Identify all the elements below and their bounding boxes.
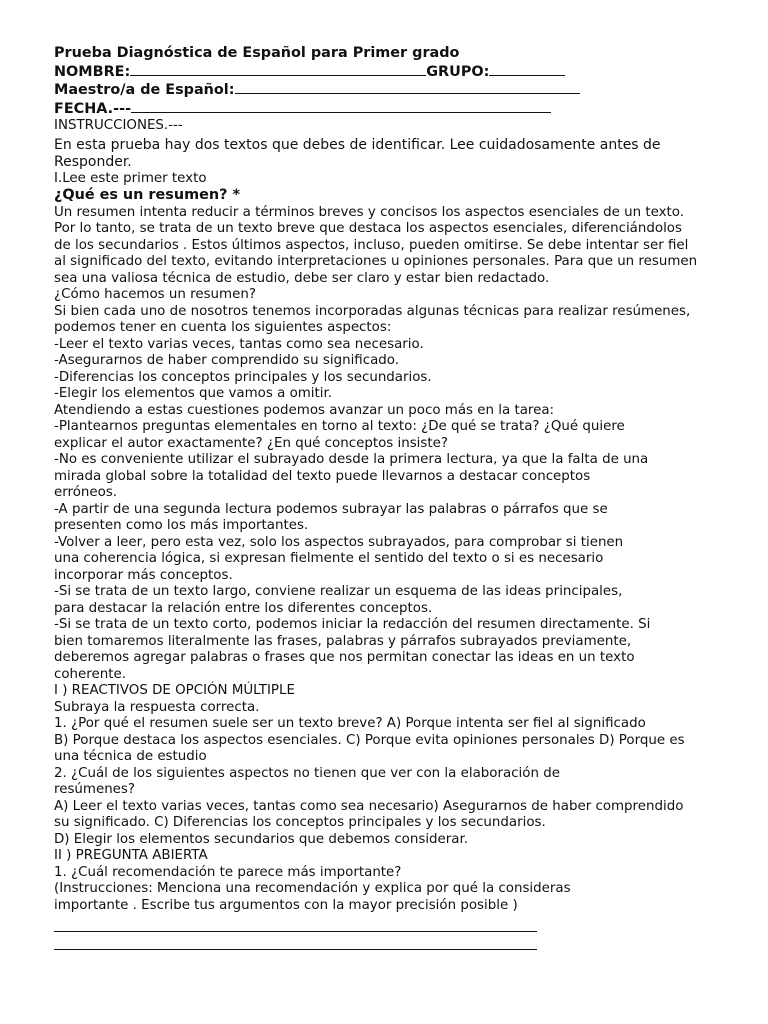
nombre-field[interactable] bbox=[130, 63, 426, 76]
fecha-field[interactable] bbox=[131, 100, 551, 113]
answer-lines bbox=[54, 914, 722, 950]
text-line: podemos tener en cuenta los siguientes aspectos: bbox=[54, 320, 392, 336]
text-line: -Leer el texto varias veces, tantas como sea necesario. bbox=[54, 336, 424, 352]
text-line: erróneos. bbox=[54, 485, 118, 501]
question-line: importante . Escribe tus argumentos con la mayor precisión posible ) bbox=[54, 897, 518, 913]
question-line: su significado. C) Diferencias los conceptos principales y los secundarios. bbox=[54, 815, 546, 831]
text-line: Subraya la respuesta correcta. bbox=[54, 699, 260, 715]
text-line: -No es conveniente utilizar el subrayado desde la primera lectura, ya que la falta de una bbox=[54, 452, 649, 468]
question-line: resúmenes? bbox=[54, 782, 136, 798]
question-line: 1. ¿Cuál recomendación te parece más importante? bbox=[54, 864, 402, 880]
instructions-line: Responder. bbox=[54, 153, 132, 170]
text-line: Si bien cada uno de nosotros tenemos incorporadas algunas técnicas para realizar resúmenes, bbox=[54, 303, 691, 319]
text-line: bien tomaremos literalmente las frases, palabras y párrafos subrayados previamente, bbox=[54, 633, 632, 649]
instructions-line: En esta prueba hay dos textos que debes de identificar. Lee cuidadosamente antes de bbox=[54, 136, 661, 153]
text-line: al significado del texto, evitando interpretaciones u opiniones personales. Para que un resumen bbox=[54, 254, 698, 270]
text-line: Atendiendo a estas cuestiones podemos avanzar un poco más en la tarea: bbox=[54, 402, 555, 418]
text-line: presenten como los más importantes. bbox=[54, 518, 309, 534]
grupo-label: GRUPO: bbox=[426, 63, 490, 80]
text-line: -A partir de una segunda lectura podemos subrayar las palabras o párrafos que se bbox=[54, 501, 608, 517]
text-line: -Asegurarnos de haber comprendido su significado. bbox=[54, 353, 400, 369]
fecha-label: FECHA.--- bbox=[54, 100, 132, 117]
text-line: coherente. bbox=[54, 666, 126, 682]
exam-page bbox=[54, 45, 722, 950]
text-line: -Elegir los elementos que vamos a omitir. bbox=[54, 386, 333, 402]
text-line: incorporar más conceptos. bbox=[54, 567, 233, 583]
maestro-label: Maestro/a de Español: bbox=[54, 82, 235, 99]
question-line: (Instrucciones: Menciona una recomendación y explica por qué la consideras bbox=[54, 881, 571, 897]
question-line: 1. ¿Por qué el resumen suele ser un texto breve? A) Porque intenta ser fiel al significado bbox=[54, 716, 646, 732]
fecha-row bbox=[54, 100, 722, 119]
text-line: -Si se trata de un texto corto, podemos iniciar la redacción del resumen directamente. Si bbox=[54, 617, 651, 633]
text-line: una coherencia lógica, si expresan fielmente el sentido del texto o si es necesario bbox=[54, 551, 604, 567]
text1-body bbox=[54, 205, 722, 684]
text1-title: ¿Qué es un resumen? * bbox=[54, 187, 240, 204]
answer-line[interactable] bbox=[54, 914, 537, 932]
section-heading: I ) REACTIVOS DE OPCIÓN MÚLTIPLE bbox=[54, 683, 295, 699]
text-line: explicar el autor exactamente? ¿En qué conceptos insiste? bbox=[54, 435, 448, 451]
question-line: B) Porque destaca los aspectos esenciales. C) Porque evita opiniones personales D) Porque es bbox=[54, 732, 685, 748]
exam-title: Prueba Diagnóstica de Español para Primer grado bbox=[54, 45, 460, 61]
section-heading: II ) PREGUNTA ABIERTA bbox=[54, 848, 208, 864]
question-line: 2. ¿Cuál de los siguientes aspectos no tienen que ver con la elaboración de bbox=[54, 765, 560, 781]
question-line: A) Leer el texto varias veces, tantas como sea necesario) Asegurarnos de haber comprendido bbox=[54, 798, 684, 814]
answer-line[interactable] bbox=[54, 932, 537, 950]
nombre-label: NOMBRE: bbox=[54, 63, 131, 80]
text-line: ¿Cómo hacemos un resumen? bbox=[54, 287, 256, 303]
text-line: -Diferencias los conceptos principales y los secundarios. bbox=[54, 369, 432, 385]
open-question-section bbox=[54, 848, 722, 914]
text-line: mirada global sobre la totalidad del texto puede llevarnos a destacar conceptos bbox=[54, 468, 591, 484]
text-line: para destacar la relación entre los diferentes conceptos. bbox=[54, 600, 433, 616]
instructions-line: I.Lee este primer texto bbox=[54, 170, 207, 186]
text-line: -Si se trata de un texto largo, conviene realizar un esquema de las ideas principales, bbox=[54, 584, 623, 600]
text-line: sea una valiosa técnica de estudio, debe ser claro y estar bien redactado. bbox=[54, 270, 550, 286]
nombre-row bbox=[54, 63, 722, 82]
maestro-field[interactable] bbox=[235, 81, 580, 94]
text-line: deberemos agregar palabras o frases que nos permitan conectar las ideas en un texto bbox=[54, 650, 635, 666]
grupo-field[interactable] bbox=[489, 63, 565, 76]
text-line: Un resumen intenta reducir a términos breves y concisos los aspectos esenciales de un texto. bbox=[54, 204, 684, 220]
question-line: D) Elegir los elementos secundarios que debemos considerar. bbox=[54, 831, 469, 847]
question-line: una técnica de estudio bbox=[54, 749, 207, 765]
text-line: -Plantearnos preguntas elementales en torno al texto: ¿De qué se trata? ¿Qué quiere bbox=[54, 419, 625, 435]
instructions-heading: INSTRUCCIONES.--- bbox=[54, 118, 183, 134]
instructions-block bbox=[54, 118, 722, 187]
text-line: Por lo tanto, se trata de un texto breve que destaca los aspectos esenciales, diferenciándolos bbox=[54, 221, 682, 237]
multiple-choice-section bbox=[54, 683, 722, 848]
maestro-row bbox=[54, 81, 722, 100]
text-line: -Volver a leer, pero esta vez, solo los aspectos subrayados, para comprobar si tienen bbox=[54, 534, 624, 550]
text-line: de los secundarios . Estos últimos aspectos, incluso, pueden omitirse. Se debe intentar ser fiel bbox=[54, 237, 689, 253]
